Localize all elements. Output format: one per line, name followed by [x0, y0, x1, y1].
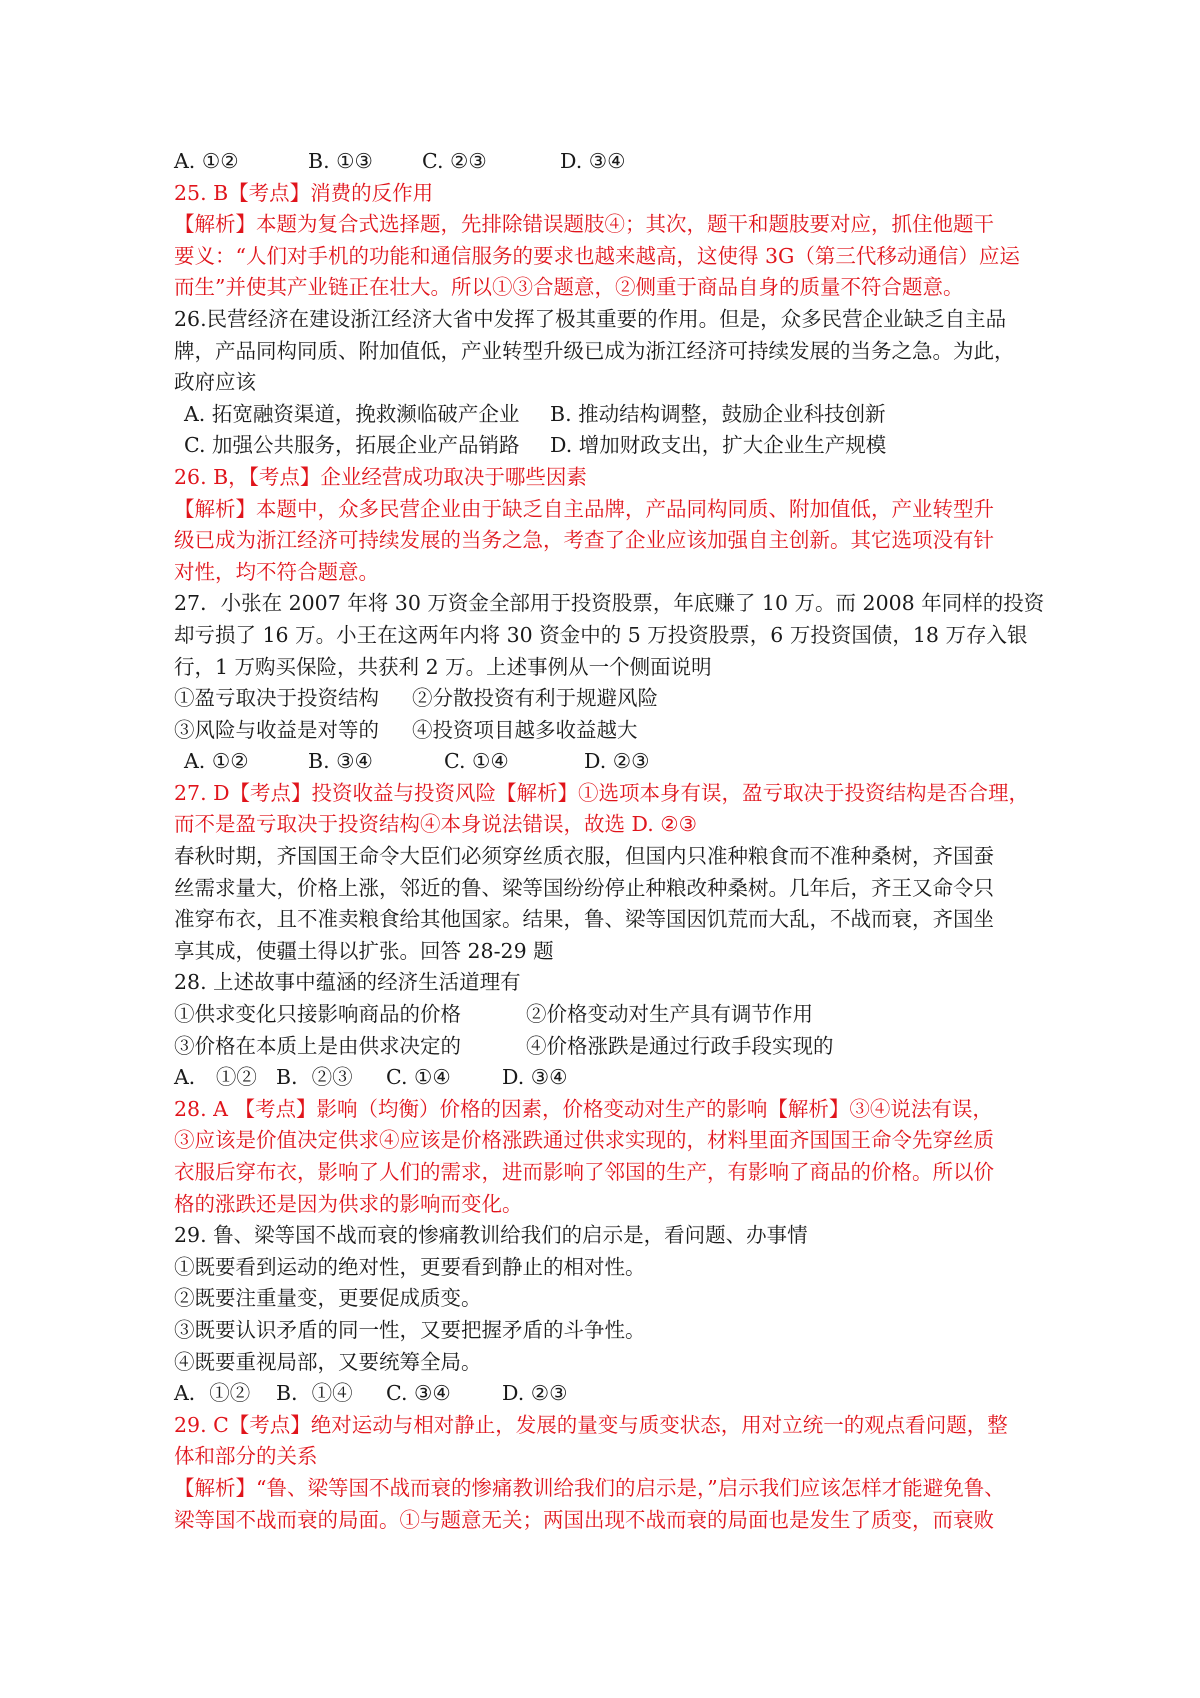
- answer-line: 【解析】“鲁、梁等国不战而衰的惨痛教训给我们的启示是，”启示我们应该怎样才能避免鲁、: [174, 1475, 1005, 1500]
- option-item: B. ③④: [308, 749, 373, 774]
- option-item: A．①②: [174, 1381, 251, 1406]
- question-line: ③既要认识矛盾的同一性，又要把握矛盾的斗争性。: [174, 1317, 646, 1342]
- question-line: 29. 鲁、梁等国不战而衰的惨痛教训给我们的启示是，看问题、办事情: [174, 1223, 808, 1248]
- option-item: C. ①④: [444, 749, 509, 774]
- options-row: [174, 683, 1040, 715]
- question-line: 行，1 万购买保险，共获利 2 万。上述事例从一个侧面说明: [174, 654, 712, 679]
- options-row: [174, 399, 1040, 431]
- question-line: ④既要重视局部，又要统筹全局。: [174, 1349, 482, 1374]
- question-line: 27．小张在 2007 年将 30 万资金全部用于投资股票，年底赚了 10 万。而 2008 年同样的投资: [174, 591, 1045, 616]
- answer-line: 27. D【考点】投资收益与投资风险【解析】①选项本身有误，盈亏取决于投资结构是否合理，: [174, 780, 1030, 805]
- option-item: B. ①③: [308, 149, 373, 173]
- option-item: C. ①④: [386, 1065, 451, 1090]
- option-item: A. 拓宽融资渠道，挽救濒临破产企业: [184, 401, 520, 426]
- question-line: ①既要看到运动的绝对性，更要看到静止的相对性。: [174, 1254, 646, 1279]
- options-row: [174, 1031, 1040, 1063]
- option-item: B．②③: [276, 1065, 353, 1090]
- option-item: D. ③④: [560, 149, 626, 173]
- option-item: C. 加强公共服务，拓展企业产品销路: [184, 433, 520, 458]
- option-item: A． ①②: [174, 1065, 257, 1090]
- options-row: [174, 146, 1040, 178]
- question-line: 牌，产品同构同质、附加值低，产业转型升级已成为浙江经济可持续发展的当务之急。为此，: [174, 338, 1015, 363]
- answer-line: 【解析】本题为复合式选择题，先排除错误题肢④；其次，题干和题肢要对应，抓住他题干: [174, 212, 994, 237]
- option-item: ③价格在本质上是由供求决定的: [174, 1033, 461, 1058]
- question-line: 26.民营经济在建设浙江经济大省中发挥了极其重要的作用。但是，众多民营企业缺乏自主品: [174, 306, 1007, 331]
- answer-line: 而不是盈亏取决于投资结构④本身说法错误，故选 D. ②③: [174, 812, 698, 837]
- option-item: ③风险与收益是对等的: [174, 717, 379, 742]
- option-item: ②分散投资有利于规避风险: [412, 686, 658, 711]
- option-item: B．①④: [276, 1381, 353, 1406]
- question-line: 政府应该: [174, 370, 256, 395]
- question-line: 却亏损了 16 万。小王在这两年内将 30 资金中的 5 万投资股票，6 万投资国债，18 万存入银: [174, 622, 1028, 647]
- answer-line: 29. C【考点】绝对运动与相对静止，发展的量变与质变状态，用对立统一的观点看问题，整: [174, 1412, 1008, 1437]
- option-item: D. 增加财政支出，扩大企业生产规模: [550, 433, 887, 458]
- option-item: D. ②③: [584, 749, 650, 774]
- question-line: 春秋时期，齐国国王命令大臣们必须穿丝质衣服，但国内只准种粮食而不准种桑树，齐国蚕: [174, 844, 994, 869]
- option-item: A. ①②: [184, 749, 249, 774]
- answer-line: 对性，均不符合题意。: [174, 559, 379, 584]
- option-item: B. 推动结构调整，鼓励企业科技创新: [550, 401, 886, 426]
- answer-line: 28. A 【考点】影响（均衡）价格的因素，价格变动对生产的影响【解析】③④说法有误，: [174, 1096, 993, 1121]
- option-item: D. ②③: [502, 1381, 568, 1406]
- option-item: C. ③④: [386, 1381, 451, 1406]
- answer-line: 【解析】本题中，众多民营企业由于缺乏自主品牌，产品同构同质、附加值低，产业转型升: [174, 496, 994, 521]
- options-row: [174, 999, 1040, 1031]
- question-line: 准穿布衣，且不准卖粮食给其他国家。结果，鲁、梁等国因饥荒而大乱，不战而衰，齐国坐: [174, 907, 994, 932]
- answer-line: 要义：“人们对手机的功能和通信服务的要求也越来越高，这使得 3G（第三代移动通信）应运: [174, 243, 1020, 268]
- question-line: 丝需求量大，价格上涨，邻近的鲁、梁等国纷纷停止种粮改种桑树。几年后，齐王又命令只: [174, 875, 994, 900]
- answer-line: 体和部分的关系: [174, 1444, 318, 1469]
- question-line: 28. 上述故事中蕴涵的经济生活道理有: [174, 970, 521, 995]
- answer-line: 26. B，【考点】企业经营成功取决于哪些因素: [174, 464, 587, 489]
- answer-line: 格的涨跌还是因为供求的影响而变化。: [174, 1191, 523, 1216]
- question-line: 享其成，使疆土得以扩张。回答 28-29 题: [174, 938, 554, 963]
- answer-line: 梁等国不战而衰的局面。①与题意无关；两国出现不战而衰的局面也是发生了质变，而衰败: [174, 1507, 994, 1532]
- document-page: [174, 146, 1045, 1536]
- option-item: ①供求变化只接影响商品的价格: [174, 1002, 461, 1027]
- option-item: ④投资项目越多收益越大: [412, 717, 638, 742]
- option-item: ①盈亏取决于投资结构: [174, 686, 379, 711]
- answer-line: 而生”并使其产业链正在壮大。所以①③合题意，②侧重于商品自身的质量不符合题意。: [174, 275, 964, 300]
- options-row: [174, 1062, 1040, 1094]
- answer-line: ③应该是价值决定供求④应该是价格涨跌通过供求实现的，材料里面齐国国王命令先穿丝质: [174, 1128, 994, 1153]
- options-row: [174, 746, 1040, 778]
- answer-line: 级已成为浙江经济可持续发展的当务之急，考查了企业应该加强自主创新。其它选项没有针: [174, 528, 994, 553]
- option-item: ④价格涨跌是通过行政手段实现的: [526, 1033, 834, 1058]
- options-row: [174, 1378, 1040, 1410]
- option-item: C. ②③: [422, 149, 487, 173]
- question-line: ②既要注重量变，更要促成质变。: [174, 1286, 482, 1311]
- option-item: D. ③④: [502, 1065, 568, 1090]
- answer-line: 衣服后穿布衣，影响了人们的需求，进而影响了邻国的生产，有影响了商品的价格。所以价: [174, 1160, 994, 1184]
- answer-line: 25. B【考点】消费的反作用: [174, 180, 434, 205]
- options-row: [174, 715, 1040, 747]
- option-item: ②价格变动对生产具有调节作用: [526, 1002, 813, 1027]
- options-row: [174, 430, 1040, 462]
- option-item: A. ①②: [174, 149, 239, 173]
